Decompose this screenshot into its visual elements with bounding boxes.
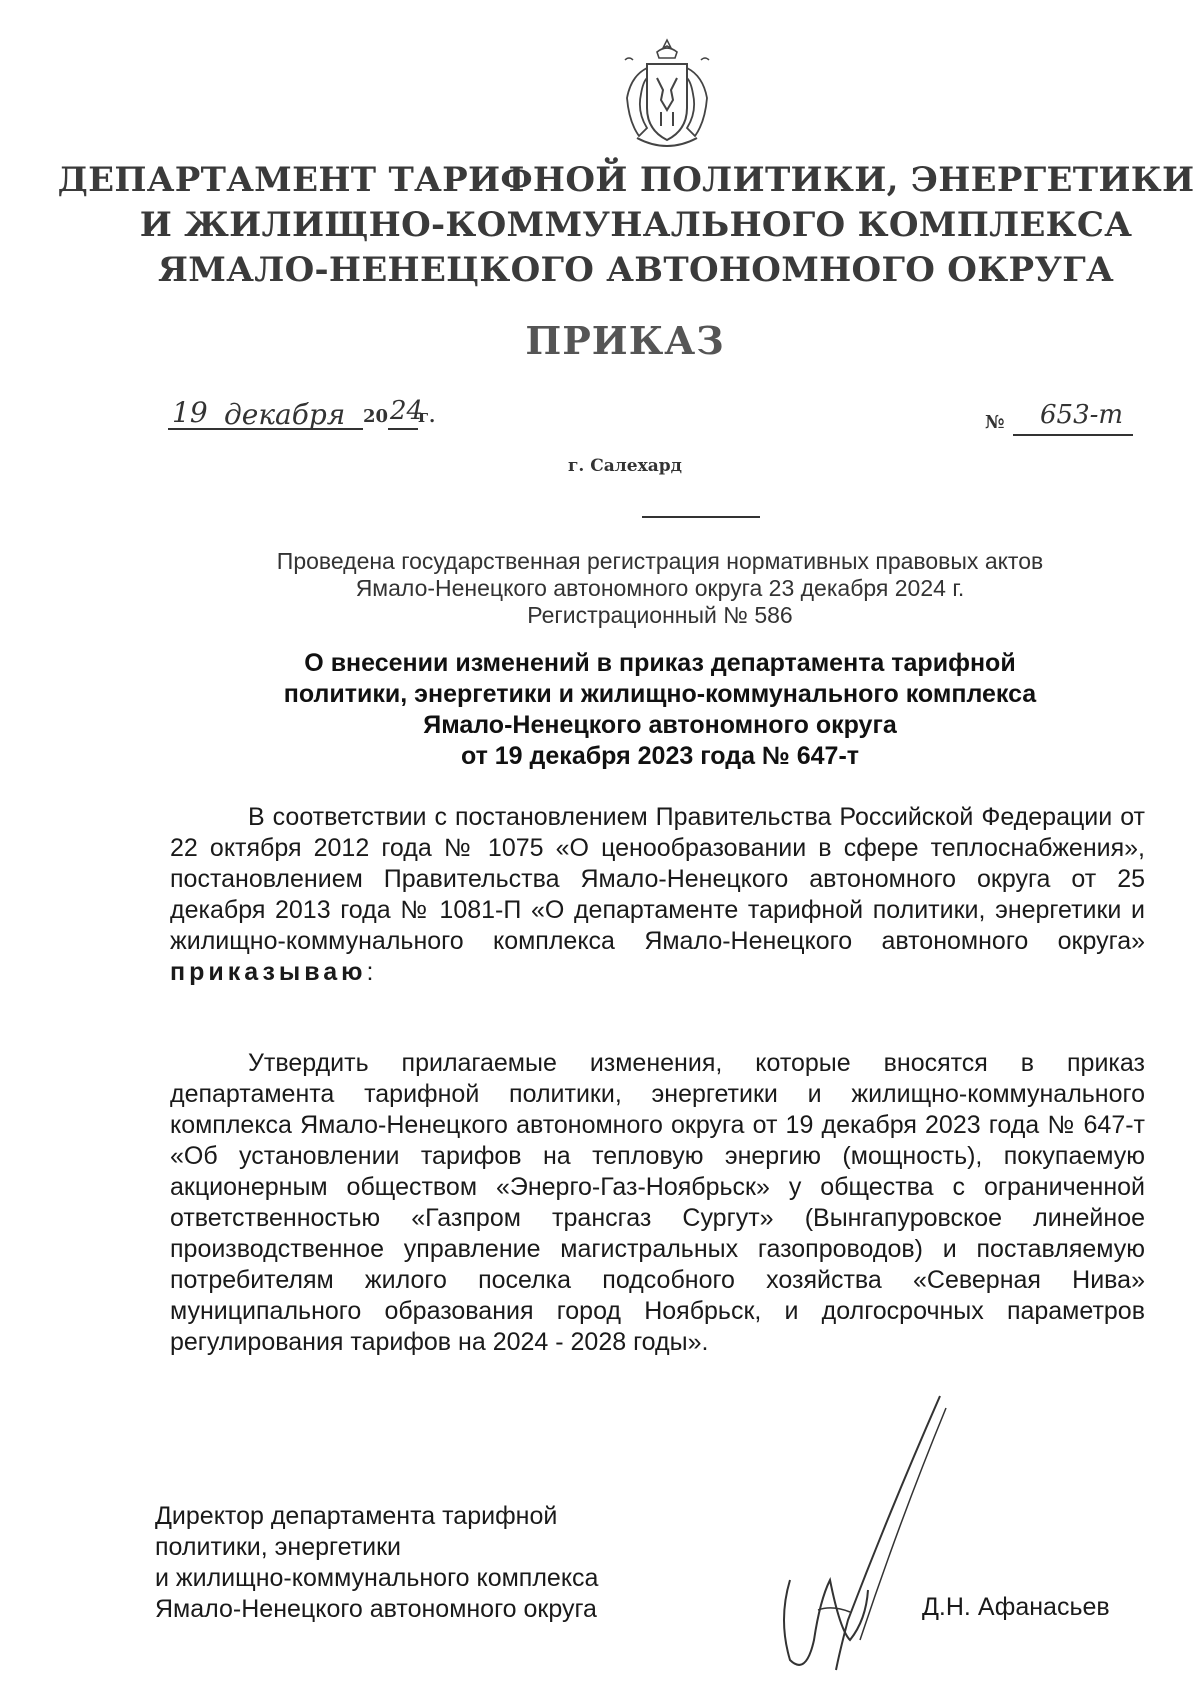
- department-name: [0, 158, 1200, 293]
- department-line: ЯМАЛО-НЕНЕЦКОГО АВТОНОМНОГО ОКРУГА: [158, 250, 1114, 290]
- position-line: Ямало-Ненецкого автономного округа: [155, 1595, 597, 1623]
- order-number: [985, 400, 1135, 444]
- date-underline: [168, 428, 363, 430]
- title-line: Ямало-Ненецкого автономного округа: [423, 711, 897, 739]
- title-line: от 19 декабря 2023 года № 647-т: [460, 742, 860, 770]
- year-underline: [388, 428, 418, 430]
- order-command: приказываю: [170, 958, 367, 986]
- title-line: О внесении изменений в приказ департамента тарифной: [304, 649, 1016, 677]
- resolution-paragraph: Утвердить прилагаемые изменения, которые вносятся в приказ департамента тарифной политики, энергетики и жилищно-коммунального комплекса Ямало-Ненецкого автономного округа от 19 декабря 2023 года № 647-т «Об установлении тарифов на тепловую энергию (мощность), покупаемую акционерным обществом «Энерго-Газ-Ноябрьск» у общества с ограниченной ответственностью «Газпром трансгаз Сургут» (Вынгапуровское линейное производственное управление магистральных газопроводов) и поставляемую потребителям жилого поселка подсобного хозяйства «Северная Нива» муниципального образования город Ноябрьск, и долгосрочных параметров регулирования тарифов на 2024 - 2028 годы».: [170, 1049, 1145, 1356]
- registration-line: Проведена государственная регистрация нормативных правовых актов: [276, 548, 1044, 574]
- document-type-heading: ПРИКАЗ: [525, 318, 725, 363]
- date-day: 19: [172, 396, 208, 429]
- position-line: политики, энергетики: [155, 1533, 401, 1561]
- position-line: Директор департамента тарифной: [155, 1502, 558, 1530]
- handwritten-signature: [770, 1390, 970, 1680]
- department-line: ДЕПАРТАМЕНТ ТАРИФНОЙ ПОЛИТИКИ, ЭНЕРГЕТИКИ: [57, 160, 1195, 200]
- preamble-text: В соответствии с постановлением Правительства Российской Федерации от 22 октября 2012 года № 1075 «О ценообразовании в сфере теплоснабжения», постановлением Правительства Ямало-Ненецкого автономного округа от 25 декабря 2013 года № 1081-П «О департаменте тарифной политики, энергетики и жилищно-коммунального комплекса Ямало-Ненецкого автономного округа»: [170, 803, 1145, 955]
- order-date: [168, 396, 448, 436]
- number-sign: №: [985, 412, 1005, 433]
- registration-line: Регистрационный № 586: [527, 602, 793, 628]
- signatory-name: Д.Н. Афанасьев: [922, 1593, 1110, 1621]
- date-year-prefix: 20: [363, 406, 389, 427]
- registration-note: [180, 548, 1140, 629]
- date-month: декабря: [224, 398, 346, 431]
- divider: [642, 516, 760, 518]
- date-year-unit: г.: [418, 406, 436, 427]
- preamble-paragraph: [170, 802, 1145, 988]
- number-underline: [1013, 434, 1133, 436]
- number-value: 653-т: [1040, 400, 1124, 430]
- registration-line: Ямало-Ненецкого автономного округа 23 декабря 2024 г.: [355, 575, 965, 601]
- position-line: и жилищно-коммунального комплекса: [155, 1564, 599, 1592]
- coat-of-arms-yamal-icon: [617, 38, 717, 156]
- title-line: политики, энергетики и жилищно-коммунального комплекса: [283, 680, 1037, 708]
- preamble-end: :: [366, 958, 374, 986]
- document-title: [200, 648, 1120, 772]
- department-line: И ЖИЛИЩНО-КОММУНАЛЬНОГО КОМПЛЕКСА: [139, 205, 1133, 245]
- signatory-position: [155, 1501, 675, 1625]
- city: г. Салехард: [568, 456, 682, 476]
- date-year-suffix: 24: [390, 396, 424, 426]
